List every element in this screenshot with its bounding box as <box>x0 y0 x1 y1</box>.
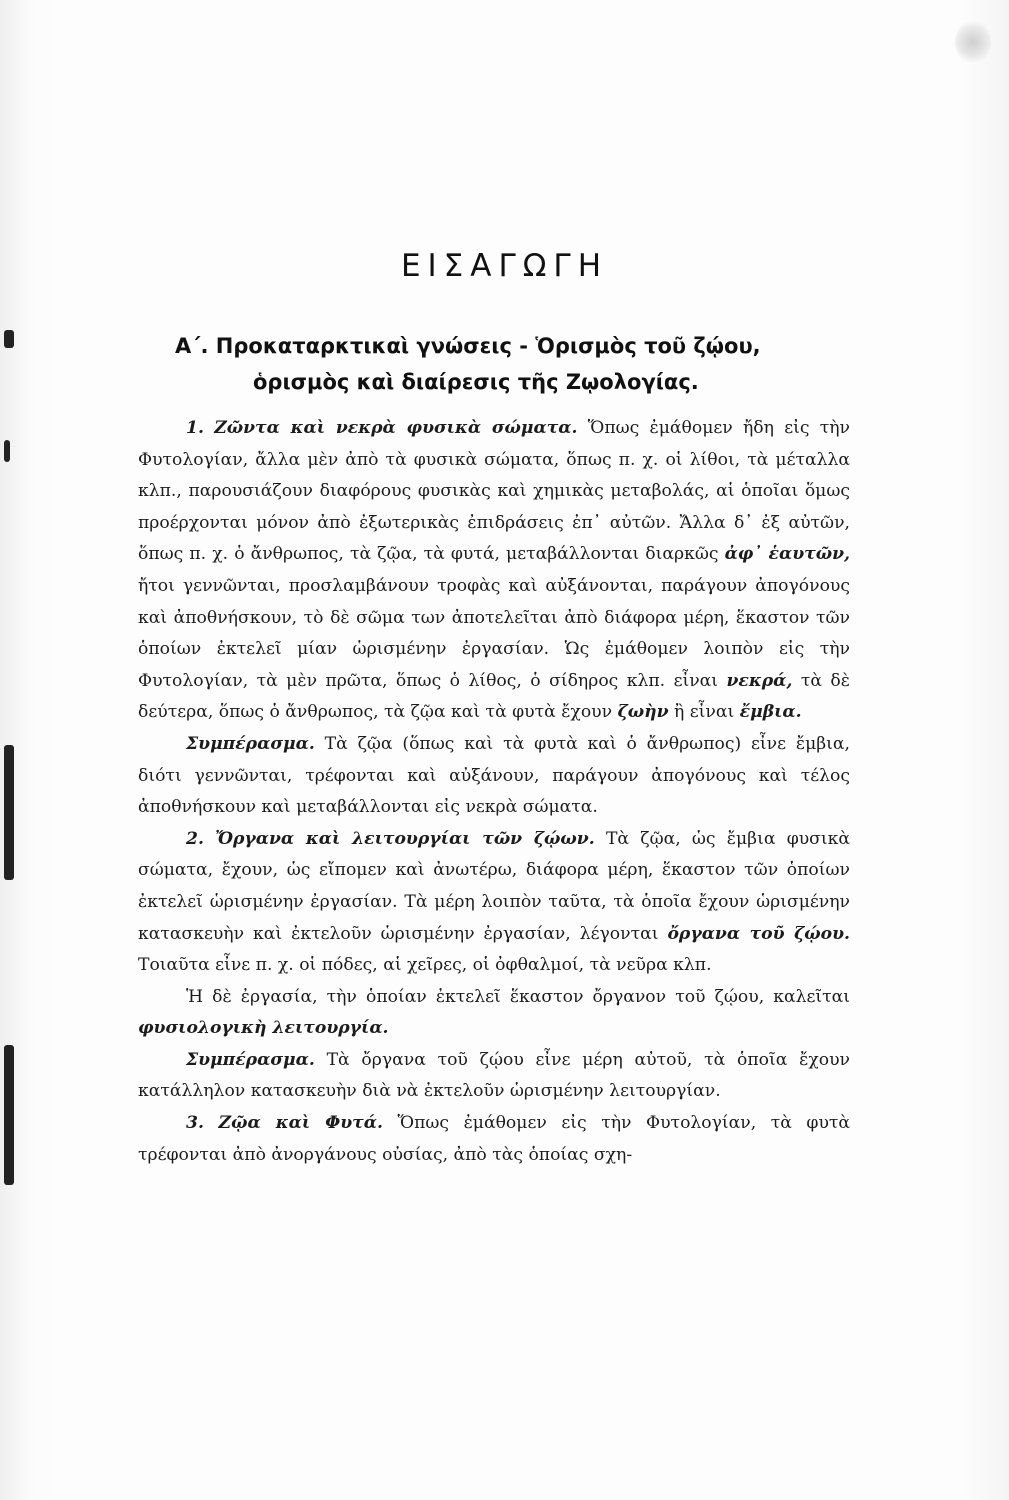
page-title: ΕΙΣΑΓΩΓΗ <box>400 248 609 284</box>
emphasis: ὄργανα τοῦ ζῴου. <box>667 923 851 944</box>
paragraph-text: Τὰ ζῷα (ὅπως καὶ τὰ φυτὰ καὶ ὁ ἄνθρωπος) εἶνε ἔμβια, διότι γεννῶνται, τρέφονται καὶ αὐξάνουν, παράγουν ἀπογόνους καὶ τέλος ἀποθνήσκουν καὶ μεταβάλλονται εἰς νεκρὰ σώματα. <box>138 733 850 818</box>
binding-mark <box>4 440 10 462</box>
binding-mark <box>4 330 14 348</box>
paragraph-text: Τοιαῦτα εἶνε π. χ. οἱ πόδες, αἱ χεῖρες, οἱ ὀφθαλμοί, τὰ νεῦρα κλπ. <box>138 955 712 976</box>
paragraph-number: 2. <box>186 828 204 849</box>
corner-smudge <box>955 20 991 64</box>
paragraph-text: Ἡ δὲ ἐργασία, τὴν ὁποίαν ἐκτελεῖ ἕκαστον ὄργανον τοῦ ζῴου, καλεῖται <box>186 986 850 1007</box>
paragraph-4 <box>138 982 850 1045</box>
paragraph-number: 3. <box>186 1113 204 1134</box>
section-heading-line1: Α΄. Προκαταρκτικαὶ γνώσεις - Ὁρισμὸς τοῦ ζῴου, <box>175 334 761 358</box>
paragraph-text: τὰ δὲ δεύτερα, ὅπως ὁ ἄνθρωπος, τὰ ζῷα καὶ τὰ φυτὰ ἔχουν <box>138 670 850 723</box>
paragraph-5 <box>138 1045 850 1108</box>
section-heading <box>175 328 875 400</box>
emphasis: ἔμβια. <box>739 702 802 723</box>
emphasis: νεκρά, <box>726 670 793 691</box>
paragraph-text: ἤτοι γεννῶνται, προσλαμβάνουν τροφὰς καὶ αὐξάνονται, παράγουν ἀπογόνους καὶ ἀποθνήσκουν, τὸ δὲ σῶμα των ἀποτελεῖται ἀπὸ διάφορα μέρη, ἕκαστον τῶν ὁποίων ἐκτελεῖ μίαν ὡρισμένην ἐργασίαν. Ὡς ἐμάθομεν λοιπὸν εἰς τὴν Φυτολογίαν, τὰ μὲν πρῶτα, ὅπως ὁ λίθος, ὁ σίδηρος κλπ. εἶναι <box>138 575 850 691</box>
binding-mark <box>4 745 14 880</box>
body-text <box>138 413 850 1171</box>
binding-mark <box>4 1045 14 1185</box>
paragraph-2 <box>138 729 850 824</box>
paragraph-heading: Συμπέρασμα. <box>186 733 315 754</box>
emphasis: ἀφ᾿ ἑαυτῶν, <box>724 544 850 565</box>
emphasis: φυσιολογικὴ λειτουργία. <box>138 1018 389 1039</box>
paragraph-heading: Συμπέρασμα. <box>186 1049 315 1070</box>
paragraph-text: Ὅπως ἐμάθομεν ἤδη εἰς τὴν Φυτολογίαν, ἄλλα μὲν ἀπὸ τὰ φυσικὰ σώματα, ὅπως π. χ. οἱ λίθοι, τὰ μέταλλα κλπ., παρουσιάζουν διαφόρους φυσικὰς καὶ χημικὰς μεταβολάς, αἱ ὁποῖαι ὅμως προέρχονται μόνον ἀπὸ ἐξωτερικὰς ἐπιδράσεις ἐπ᾿ αὐτῶν. Ἄλλα δ᾿ ἐξ αὐτῶν, ὅπως π. χ. ὁ ἄνθρωπος, τὰ ζῷα, τὰ φυτά, μεταβάλλονται διαρκῶς <box>138 418 850 565</box>
paragraph-text: ἢ εἶναι <box>674 702 735 723</box>
paragraph-6 <box>138 1108 850 1171</box>
paragraph-heading: Ὄργανα καὶ λειτουργίαι τῶν ζῴων. <box>215 828 595 849</box>
paragraph-text: Τὰ ὄργανα τοῦ ζῴου εἶνε μέρη αὐτοῦ, τὰ ὁποῖα ἔχουν κατάλληλον κατασκευὴν διὰ νὰ ἐκτελοῦν ὡρισμένην λειτουργίαν. <box>138 1049 850 1102</box>
paragraph-text: Ὅπως ἐμάθομεν εἰς τὴν Φυτολογίαν, τὰ φυτὰ τρέφονται ἀπὸ ἀνοργάνους οὐσίας, ἀπὸ τὰς ὁποίας σχη- <box>138 1113 851 1165</box>
paragraph-number: 1. <box>186 418 204 438</box>
paragraph-text: Τὰ ζῷα, ὡς ἔμβια φυσικὰ σώματα, ἔχουν, ὡς εἴπομεν καὶ ἀνωτέρω, διάφορα μέρη, ἕκαστον τῶν ὁποίων ἐκτελεῖ ὡρισμένην ἐργασίαν. Τὰ μέρη λοιπὸν ταῦτα, τὰ ὁποῖα ἔχουν ὡρισμένην κατασκευὴν καὶ ἐκτελοῦν ὡρισμένην ἐργασίαν, λέγονται <box>138 828 851 944</box>
emphasis: ζωὴν <box>617 702 669 723</box>
paragraph-heading: Ζῶντα καὶ νεκρὰ φυσικὰ σώματα. <box>214 418 578 438</box>
paragraph-3 <box>138 824 850 982</box>
paragraph-heading: Ζῷα καὶ Φυτά. <box>218 1113 383 1134</box>
paragraph-1 <box>138 413 850 729</box>
section-heading-line2: ὁρισμὸς καὶ διαίρεσις τῆς Ζῳολογίας. <box>253 370 699 394</box>
